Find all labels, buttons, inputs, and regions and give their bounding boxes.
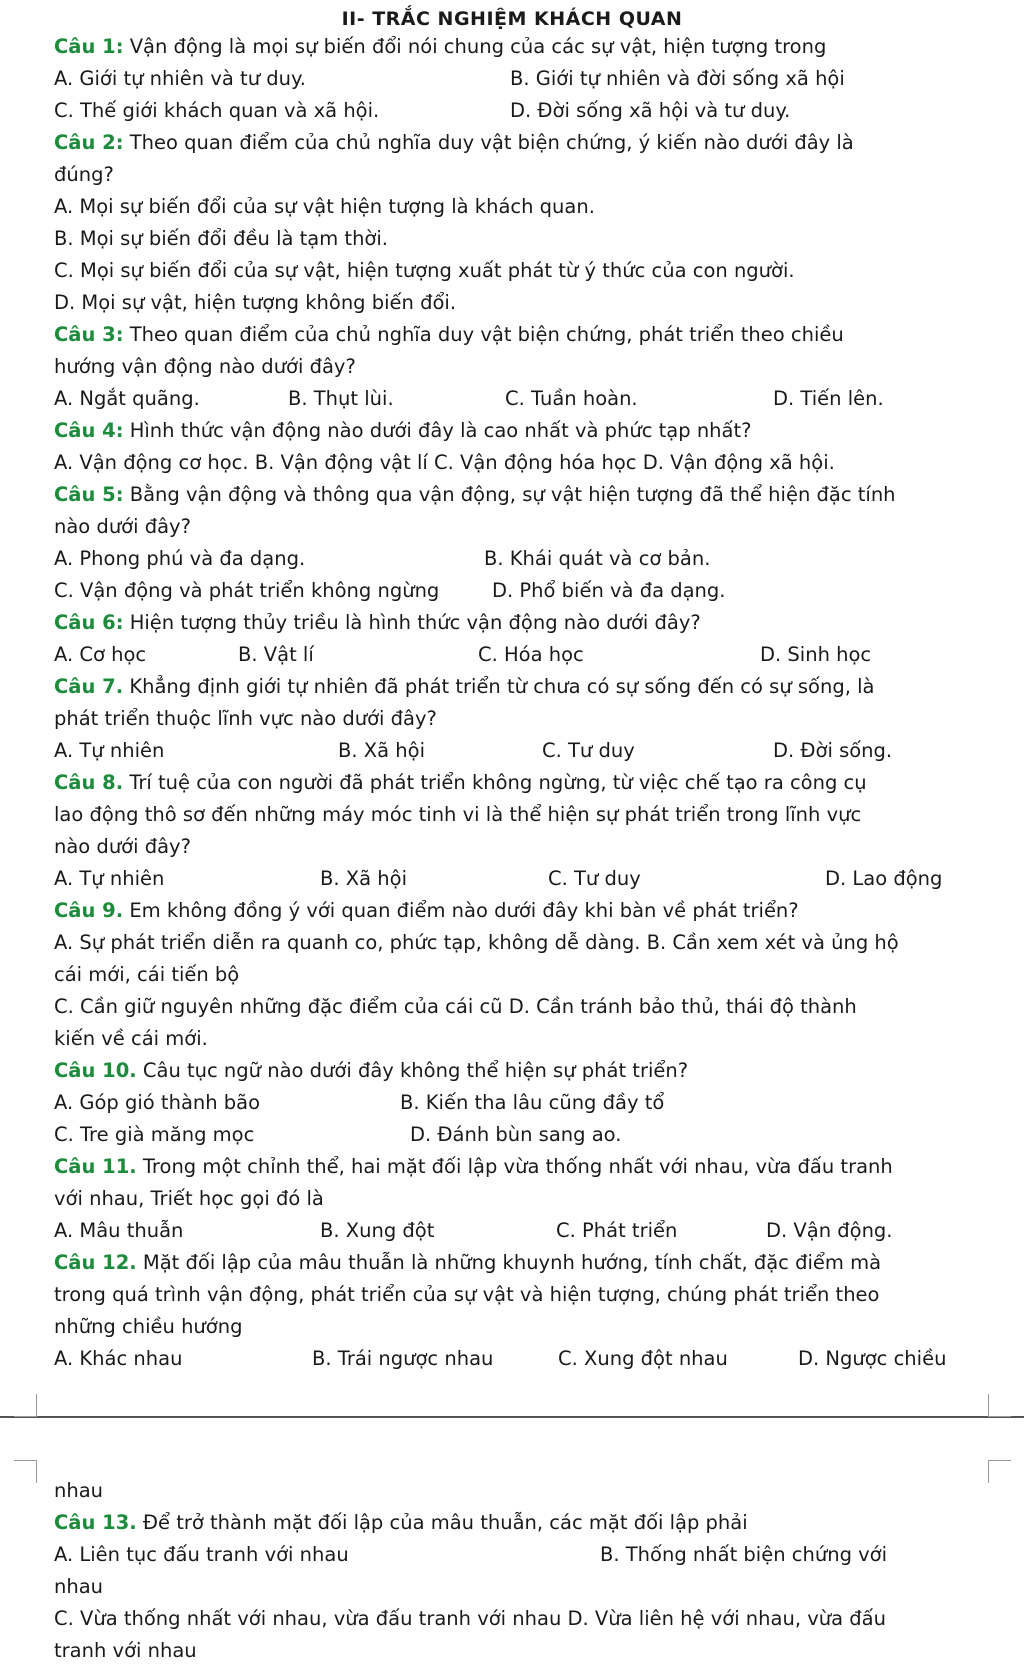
text-line: [54, 288, 456, 318]
answer-option: A. Ngắt quãng.: [54, 387, 200, 410]
text-line: [54, 832, 191, 862]
question-line: [54, 768, 867, 798]
answer-option: B. Xã hội: [320, 867, 407, 890]
line-text: nhau: [54, 1575, 104, 1598]
answer-option: A. Khác nhau: [54, 1347, 183, 1370]
text-line: [54, 1604, 886, 1634]
question-number: Câu 6:: [54, 611, 124, 634]
page-corner-mark: [988, 1394, 1011, 1417]
answer-option: A. Giới tự nhiên và tư duy.: [54, 67, 306, 90]
text-line: [54, 928, 899, 958]
answer-option: A. Góp gió thành bão: [54, 1091, 261, 1114]
line-text: C. Mọi sự biến đổi của sự vật, hiện tượng xuất phát từ ý thức của con người.: [54, 259, 795, 282]
answer-option: B. Giới tự nhiên và đời sống xã hội: [510, 67, 845, 90]
text-line: [54, 352, 356, 382]
text-line: [54, 1280, 879, 1310]
question-line: [54, 32, 826, 62]
answer-option: D. Đánh bùn sang ao.: [410, 1123, 622, 1146]
question-number: Câu 10.: [54, 1059, 137, 1082]
answer-option: D. Tiến lên.: [773, 387, 884, 410]
answer-option: C. Vận động và phát triển không ngừng: [54, 579, 440, 602]
answer-option: C. Xung đột nhau: [558, 1347, 728, 1370]
text-line: [54, 1184, 324, 1214]
line-text: cái mới, cái tiến bộ: [54, 963, 240, 986]
answer-option: C. Tư duy: [548, 867, 641, 890]
line-text: B. Mọi sự biến đổi đều là tạm thời.: [54, 227, 388, 250]
text-line: [54, 192, 595, 222]
answer-option: C. Tre già măng mọc: [54, 1123, 255, 1146]
answer-option: C. Tuần hoàn.: [505, 387, 638, 410]
text-line: [54, 1024, 208, 1054]
page-corner-mark: [14, 1460, 37, 1483]
question-line: [54, 608, 701, 638]
question-line: [54, 672, 874, 702]
answer-option: C. Hóa học: [478, 643, 584, 666]
text-line: [54, 512, 191, 542]
line-text: kiến về cái mới.: [54, 1027, 208, 1050]
answer-option: B. Khái quát và cơ bản.: [484, 547, 711, 570]
line-text: Theo quan điểm của chủ nghĩa duy vật biện chứng, ý kiến nào dưới đây là: [123, 131, 854, 154]
line-text: Em không đồng ý với quan điểm nào dưới đây khi bàn về phát triển?: [123, 899, 799, 922]
line-text: Hình thức vận động nào dưới đây là cao nhất và phức tạp nhất?: [123, 419, 752, 442]
question-number: Câu 1:: [54, 35, 124, 58]
line-text: đúng?: [54, 163, 114, 186]
question-line: [54, 896, 799, 926]
question-number: Câu 12.: [54, 1251, 137, 1274]
answer-option: B. Thống nhất biện chứng với: [600, 1543, 888, 1566]
line-text: phát triển thuộc lĩnh vực nào dưới đây?: [54, 707, 437, 730]
answer-option: D. Đời sống xã hội và tư duy.: [510, 99, 791, 122]
text-line: [54, 1572, 103, 1602]
line-text: tranh với nhau: [54, 1639, 197, 1662]
answer-option: C. Thế giới khách quan và xã hội.: [54, 99, 380, 122]
answer-option: B. Xã hội: [338, 739, 425, 762]
line-text: A. Sự phát triển diễn ra quanh co, phức tạp, không dễ dàng. B. Cần xem xét và ủng hộ: [54, 931, 899, 954]
line-text: A. Vận động cơ học. B. Vận động vật lí C. Vận động hóa học D. Vận động xã hội.: [54, 451, 835, 474]
line-text: Mặt đối lập của mâu thuẫn là những khuynh hướng, tính chất, đặc điểm mà: [136, 1251, 882, 1274]
question-line: [54, 320, 844, 350]
question-number: Câu 11.: [54, 1155, 137, 1178]
question-line: [54, 1152, 893, 1182]
answer-option: A. Tự nhiên: [54, 739, 165, 762]
question-line: [54, 480, 896, 510]
line-text: Khẳng định giới tự nhiên đã phát triển từ chưa có sự sống đến có sự sống, là: [123, 675, 875, 698]
question-line: [54, 416, 752, 446]
answer-option: C. Phát triển: [556, 1219, 678, 1242]
answer-option: B. Thụt lùi.: [288, 387, 394, 410]
text-line: [54, 1476, 103, 1506]
line-text: Trí tuệ của con người đã phát triển không ngừng, từ việc chế tạo ra công cụ: [123, 771, 867, 794]
line-text: Vận động là mọi sự biến đổi nói chung của các sự vật, hiện tượng trong: [123, 35, 827, 58]
line-text: những chiều hướng: [54, 1315, 243, 1338]
text-line: [54, 800, 861, 830]
text-line: [54, 704, 437, 734]
answer-option: A. Liên tục đấu tranh với nhau: [54, 1543, 349, 1566]
page-divider: [0, 1416, 1024, 1418]
answer-option: D. Phổ biến và đa dạng.: [492, 579, 726, 602]
question-number: Câu 7.: [54, 675, 124, 698]
text-line: [54, 224, 388, 254]
line-text: lao động thô sơ đến những máy móc tinh vi là thể hiện sự phát triển trong lĩnh vực: [54, 803, 862, 826]
text-line: [54, 992, 857, 1022]
answer-option: A. Tự nhiên: [54, 867, 165, 890]
line-text: Bằng vận động và thông qua vận động, sự vật hiện tượng đã thể hiện đặc tính: [123, 483, 896, 506]
question-number: Câu 5:: [54, 483, 124, 506]
line-text: C. Cần giữ nguyên những đặc điểm của cái cũ D. Cần tránh bảo thủ, thái độ thành: [54, 995, 857, 1018]
answer-option: B. Xung đột: [320, 1219, 435, 1242]
text-line: [54, 1312, 242, 1342]
line-text: Để trở thành mặt đối lập của mâu thuẫn, các mặt đối lập phải: [136, 1511, 748, 1534]
line-text: với nhau, Triết học gọi đó là: [54, 1187, 324, 1210]
text-line: [54, 448, 835, 478]
text-line: [54, 256, 795, 286]
question-line: [54, 128, 854, 158]
line-text: nào dưới đây?: [54, 515, 191, 538]
question-number: Câu 13.: [54, 1511, 137, 1534]
question-number: Câu 2:: [54, 131, 124, 154]
answer-option: A. Mâu thuẫn: [54, 1219, 184, 1242]
line-text: Theo quan điểm của chủ nghĩa duy vật biện chứng, phát triển theo chiều: [123, 323, 844, 346]
page-corner-mark: [988, 1460, 1011, 1483]
section-title: II- TRẮC NGHIỆM KHÁCH QUAN: [341, 8, 683, 30]
answer-option: A. Cơ học: [54, 643, 147, 666]
answer-option: D. Ngược chiều: [798, 1347, 947, 1370]
text-line: [54, 960, 239, 990]
question-number: Câu 9.: [54, 899, 124, 922]
answer-option: D. Vận động.: [766, 1219, 893, 1242]
question-line: [54, 1248, 881, 1278]
answer-option: B. Trái ngược nhau: [312, 1347, 494, 1370]
question-number: Câu 3:: [54, 323, 124, 346]
line-text: nhau: [54, 1479, 104, 1502]
question-line: [54, 1508, 748, 1538]
question-line: [54, 1056, 688, 1086]
text-line: [54, 1636, 197, 1666]
line-text: D. Mọi sự vật, hiện tượng không biến đổi.: [54, 291, 457, 314]
answer-option: A. Phong phú và đa dạng.: [54, 547, 306, 570]
line-text: hướng vận động nào dưới đây?: [54, 355, 356, 378]
page-corner-mark: [14, 1394, 37, 1417]
answer-option: D. Đời sống.: [773, 739, 893, 762]
answer-option: B. Kiến tha lâu cũng đầy tổ: [400, 1091, 665, 1114]
text-line: [54, 160, 114, 190]
line-text: A. Mọi sự biến đổi của sự vật hiện tượng là khách quan.: [54, 195, 595, 218]
line-text: Trong một chỉnh thể, hai mặt đối lập vừa thống nhất với nhau, vừa đấu tranh: [136, 1155, 893, 1178]
line-text: Hiện tượng thủy triều là hình thức vận động nào dưới đây?: [123, 611, 701, 634]
question-number: Câu 4:: [54, 419, 124, 442]
line-text: trong quá trình vận động, phát triển của sự vật và hiện tượng, chúng phát triển theo: [54, 1283, 880, 1306]
line-text: Câu tục ngữ nào dưới đây không thể hiện sự phát triển?: [136, 1059, 689, 1082]
question-number: Câu 8.: [54, 771, 124, 794]
line-text: nào dưới đây?: [54, 835, 191, 858]
line-text: C. Vừa thống nhất với nhau, vừa đấu tranh với nhau D. Vừa liên hệ với nhau, vừa đấu: [54, 1607, 886, 1630]
answer-option: B. Vật lí: [238, 643, 314, 666]
answer-option: D. Sinh học: [760, 643, 872, 666]
answer-option: D. Lao động: [825, 867, 943, 890]
answer-option: C. Tư duy: [542, 739, 635, 762]
